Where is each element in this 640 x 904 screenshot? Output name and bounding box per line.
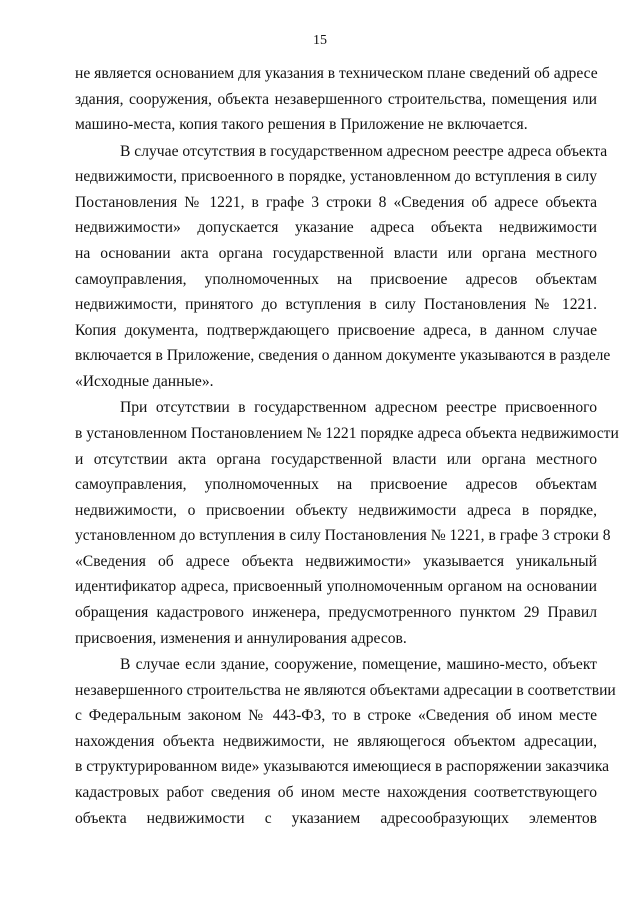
text-line: в установленном Постановлением № 1221 порядке адреса объекта недвижимости <box>75 424 619 442</box>
paragraph <box>75 139 611 395</box>
page-number: 15 <box>313 33 327 48</box>
text-line: обращения кадастрового инженера, предусмотренного пунктом 29 Правил <box>75 604 597 622</box>
text-line: нахождения объекта недвижимости, не являющегося объектом адресации, <box>75 732 597 750</box>
text-line: недвижимости» допускается указание адреса объекта недвижимости <box>75 219 597 237</box>
document-body <box>75 61 619 832</box>
text-line: недвижимости, присвоенного в порядке, установленном до вступления в силу <box>75 168 597 186</box>
text-line: в структурированном виде» указываются имеющиеся в распоряжении заказчика <box>75 758 610 776</box>
text-line: здания, сооружения, объекта незавершенного строительства, помещения или <box>75 90 597 108</box>
text-line: При отсутствии в государственном адресном реестре присвоенного <box>120 399 597 417</box>
text-line: машино-места, копия такого решения в Приложение не включается. <box>75 116 528 134</box>
text-line: Копия документа, подтверждающего присвоение адреса, в данном случае <box>75 321 597 339</box>
text-line: самоуправления, уполномоченных на присвоение адресов объектам <box>75 476 597 494</box>
text-line: «Исходные данные». <box>75 372 214 390</box>
text-line: кадастровых работ сведения об ином месте нахождения соответствующего <box>75 784 597 802</box>
text-line: присвоения, изменения и аннулирования адресов. <box>75 629 407 647</box>
text-line: включается в Приложение, сведения о данном документе указываются в разделе <box>75 347 611 365</box>
paragraph <box>75 652 616 831</box>
paragraph <box>75 395 619 651</box>
text-line: недвижимости, о присвоении объекту недвижимости адреса в порядке, <box>75 501 597 519</box>
text-line: В случае отсутствия в государственном адресном реестре адреса объекта <box>120 142 608 160</box>
text-line: Постановления № 1221, в графе 3 строки 8 «Сведения об адресе объекта <box>75 193 597 211</box>
text-line: на основании акта органа государственной власти или органа местного <box>75 244 597 262</box>
text-line: В случае если здание, сооружение, помещение, машино-место, объект <box>120 656 597 674</box>
text-line: объекта недвижимости с указанием адресообразующих элементов <box>75 809 597 827</box>
text-line: идентификатор адреса, присвоенный уполномоченным органом на основании <box>75 578 597 596</box>
text-line: незавершенного строительства не являются объектами адресации в соответствии <box>75 681 616 699</box>
text-line: установленном до вступления в силу Постановления № 1221, в графе 3 строки 8 <box>75 527 611 545</box>
text-line: самоуправления, уполномоченных на присвоение адресов объектам <box>75 270 597 288</box>
text-line: не является основанием для указания в техническом плане сведений об адресе <box>75 65 598 82</box>
text-line: и отсутствии акта органа государственной власти или органа местного <box>75 450 597 468</box>
paragraph <box>75 61 597 138</box>
text-line: с Федеральным законом № 443-ФЗ, то в строке «Сведения об ином месте <box>75 707 597 725</box>
text-line: «Сведения об адресе объекта недвижимости» указывается уникальный <box>75 552 597 570</box>
text-line: недвижимости, принятого до вступления в силу Постановления № 1221. <box>75 296 597 314</box>
